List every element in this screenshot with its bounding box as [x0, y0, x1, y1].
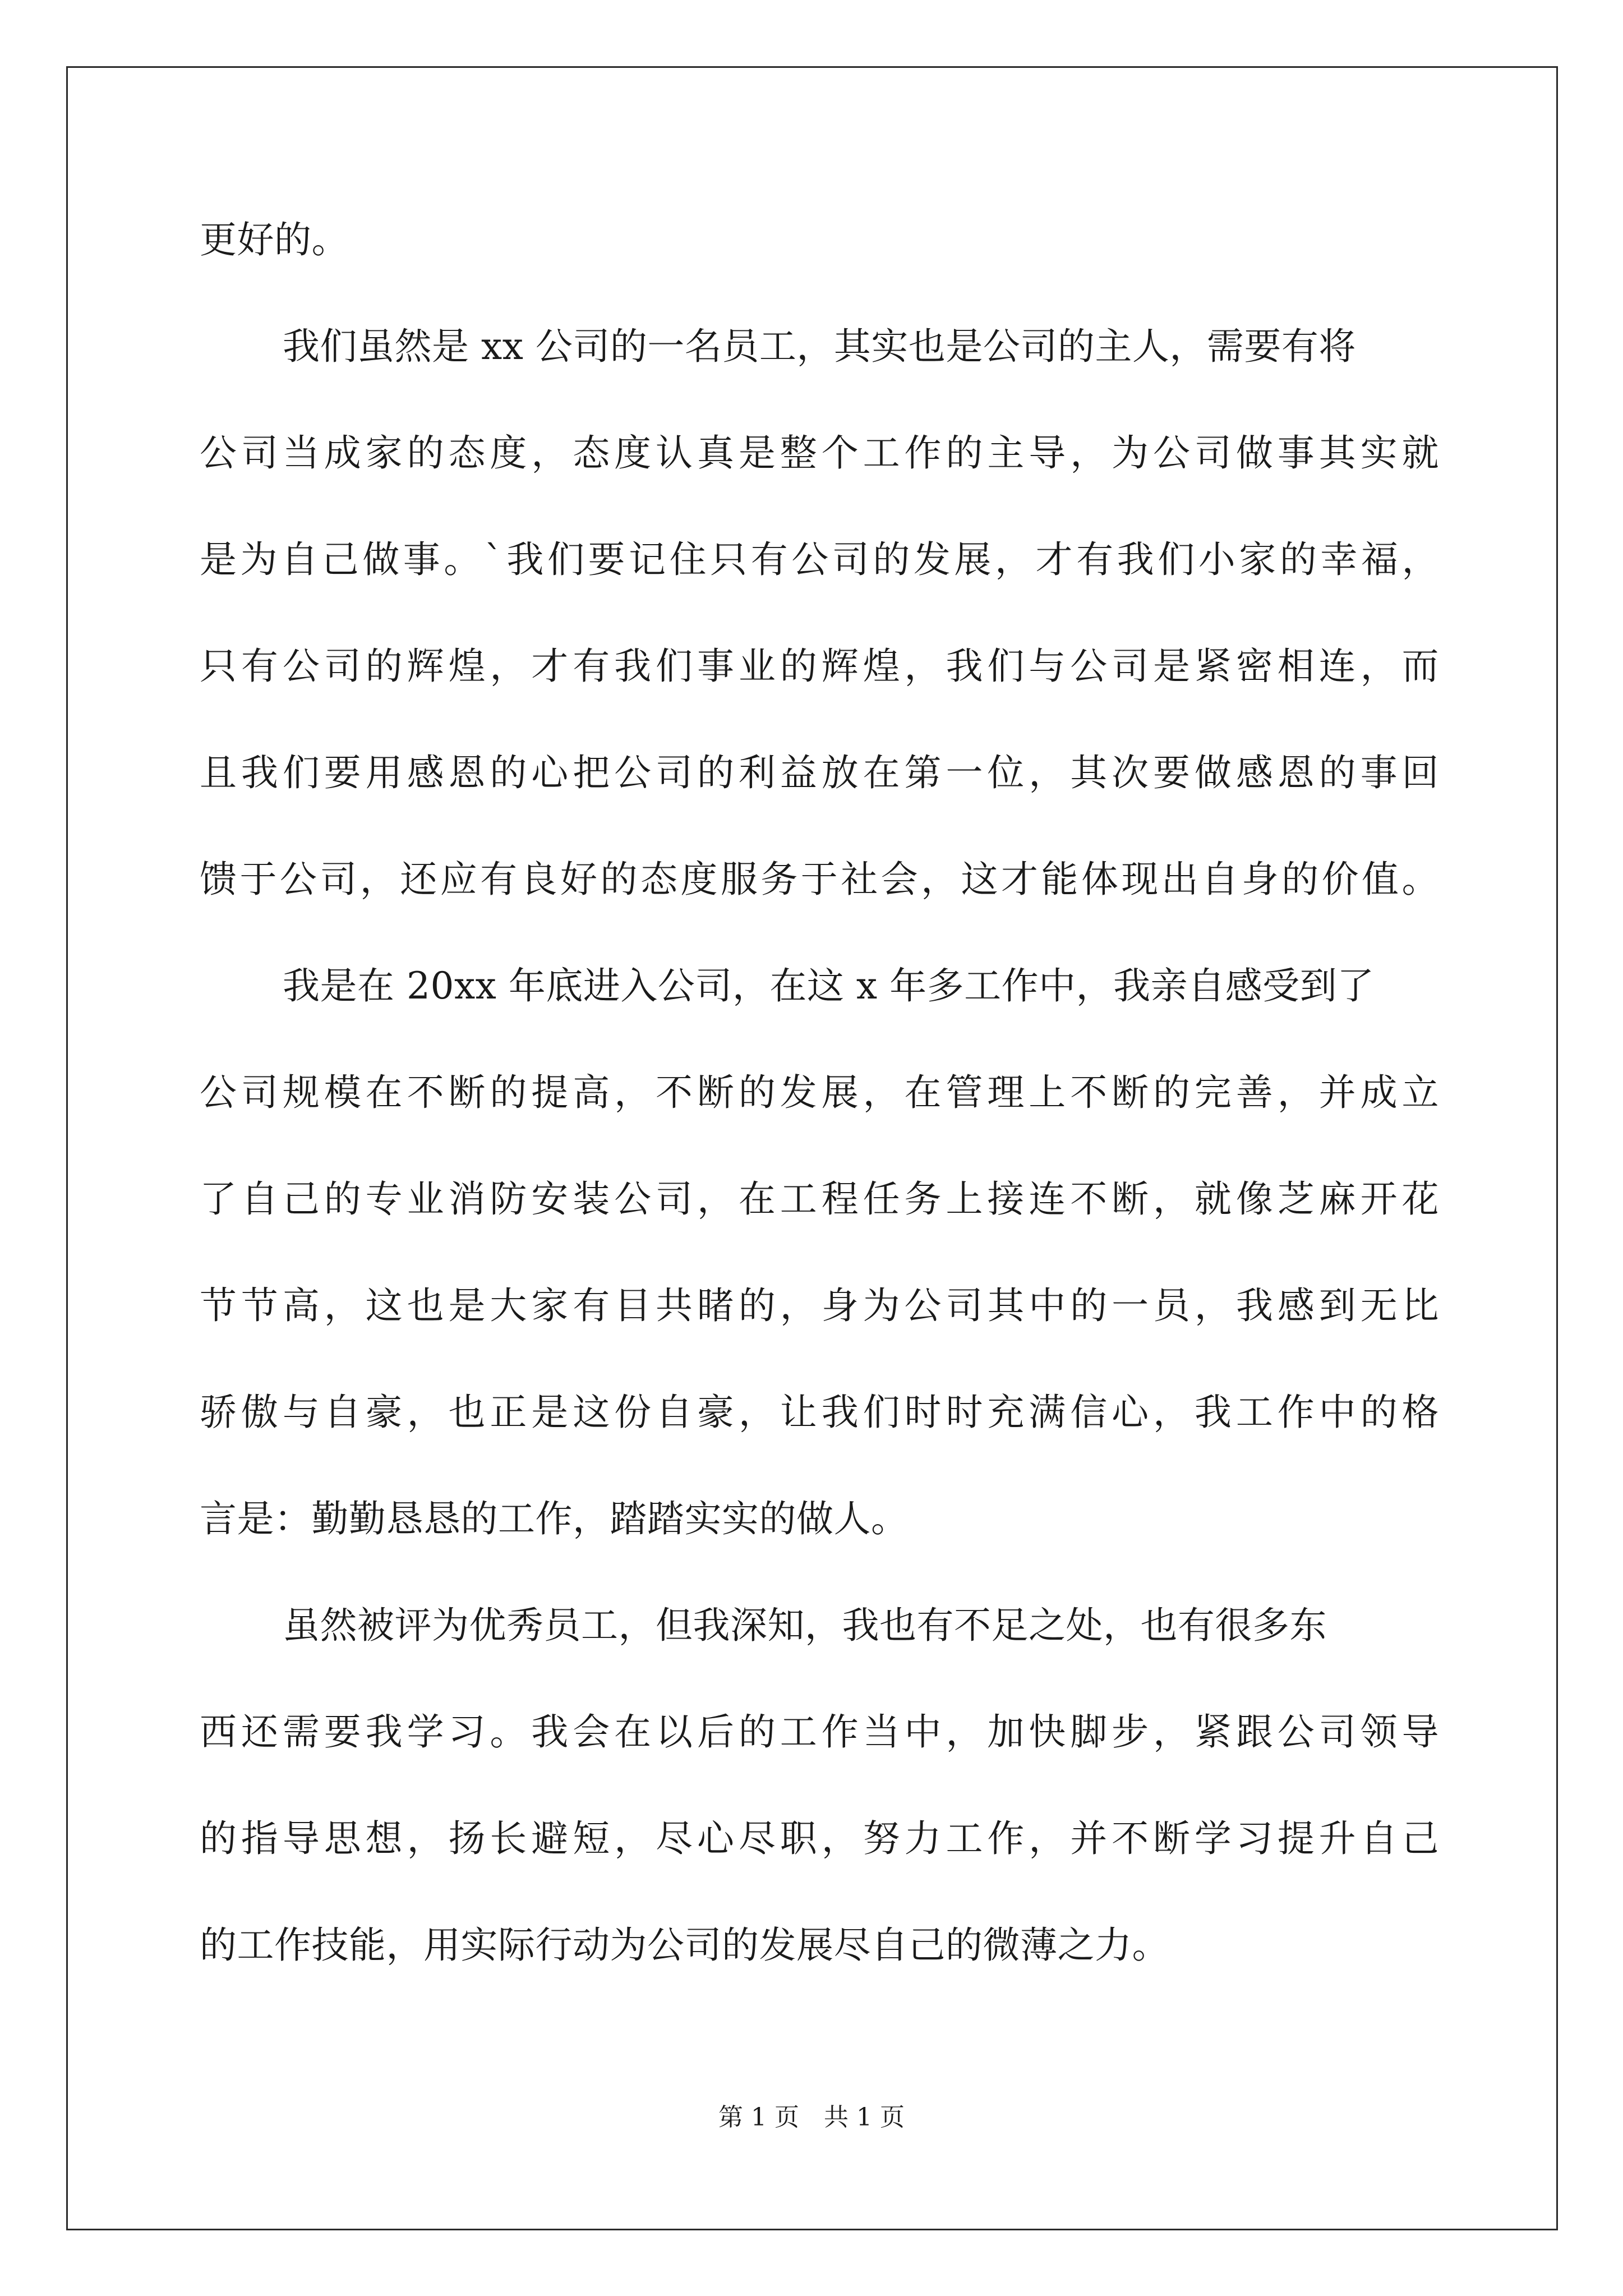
paragraph-first-line: 虽然被评为优秀员工，但我深知，我也有不足之处，也有很多东 — [283, 1604, 1327, 1647]
text-line: 西还需要我学习。我会在以后的工作当中，加快脚步，紧跟公司领导 — [200, 1710, 1439, 1754]
text-line: 更好的。 — [200, 218, 349, 261]
text-line: 馈于公司，还应有良好的态度服务于社会，这才能体现出自身的价值。 — [200, 858, 1439, 901]
text-line: 公司当成家的态度，态度认真是整个工作的主导，为公司做事其实就 — [200, 431, 1439, 475]
text-line: 公司规模在不断的提高，不断的发展，在管理上不断的完善，并成立 — [200, 1071, 1439, 1114]
text-line: 言是：勤勤恳恳的工作，踏踏实实的做人。 — [200, 1497, 909, 1540]
text-line: 是为自己做事。`我们要记住只有公司的发展，才有我们小家的幸福， — [200, 538, 1439, 581]
paragraph-first-line: 我是在 20xx 年底进入公司，在这 x 年多工作中，我亲自感受到了 — [283, 964, 1375, 1007]
text-line: 的指导思想，扬长避短，尽心尽职，努力工作，并不断学习提升自己 — [200, 1817, 1439, 1860]
paragraph-first-line: 我们虽然是 xx 公司的一名员工，其实也是公司的主人，需要有将 — [283, 325, 1356, 368]
text-line: 只有公司的辉煌，才有我们事业的辉煌，我们与公司是紧密相连，而 — [200, 645, 1439, 688]
page-border — [66, 66, 1558, 2230]
text-line: 且我们要用感恩的心把公司的利益放在第一位，其次要做感恩的事回 — [200, 751, 1439, 794]
text-line: 的工作技能，用实际行动为公司的发展尽自己的微薄之力。 — [200, 1924, 1169, 1967]
text-line: 了自己的专业消防安装公司，在工程任务上接连不断，就像芝麻开花 — [200, 1177, 1439, 1221]
text-line: 节节高，这也是大家有目共睹的，身为公司其中的一员，我感到无比 — [200, 1284, 1439, 1327]
text-line: 骄傲与自豪，也正是这份自豪，让我们时时充满信心，我工作中的格 — [200, 1391, 1439, 1434]
page-number-footer: 第 1 页 共 1 页 — [718, 2103, 905, 2132]
